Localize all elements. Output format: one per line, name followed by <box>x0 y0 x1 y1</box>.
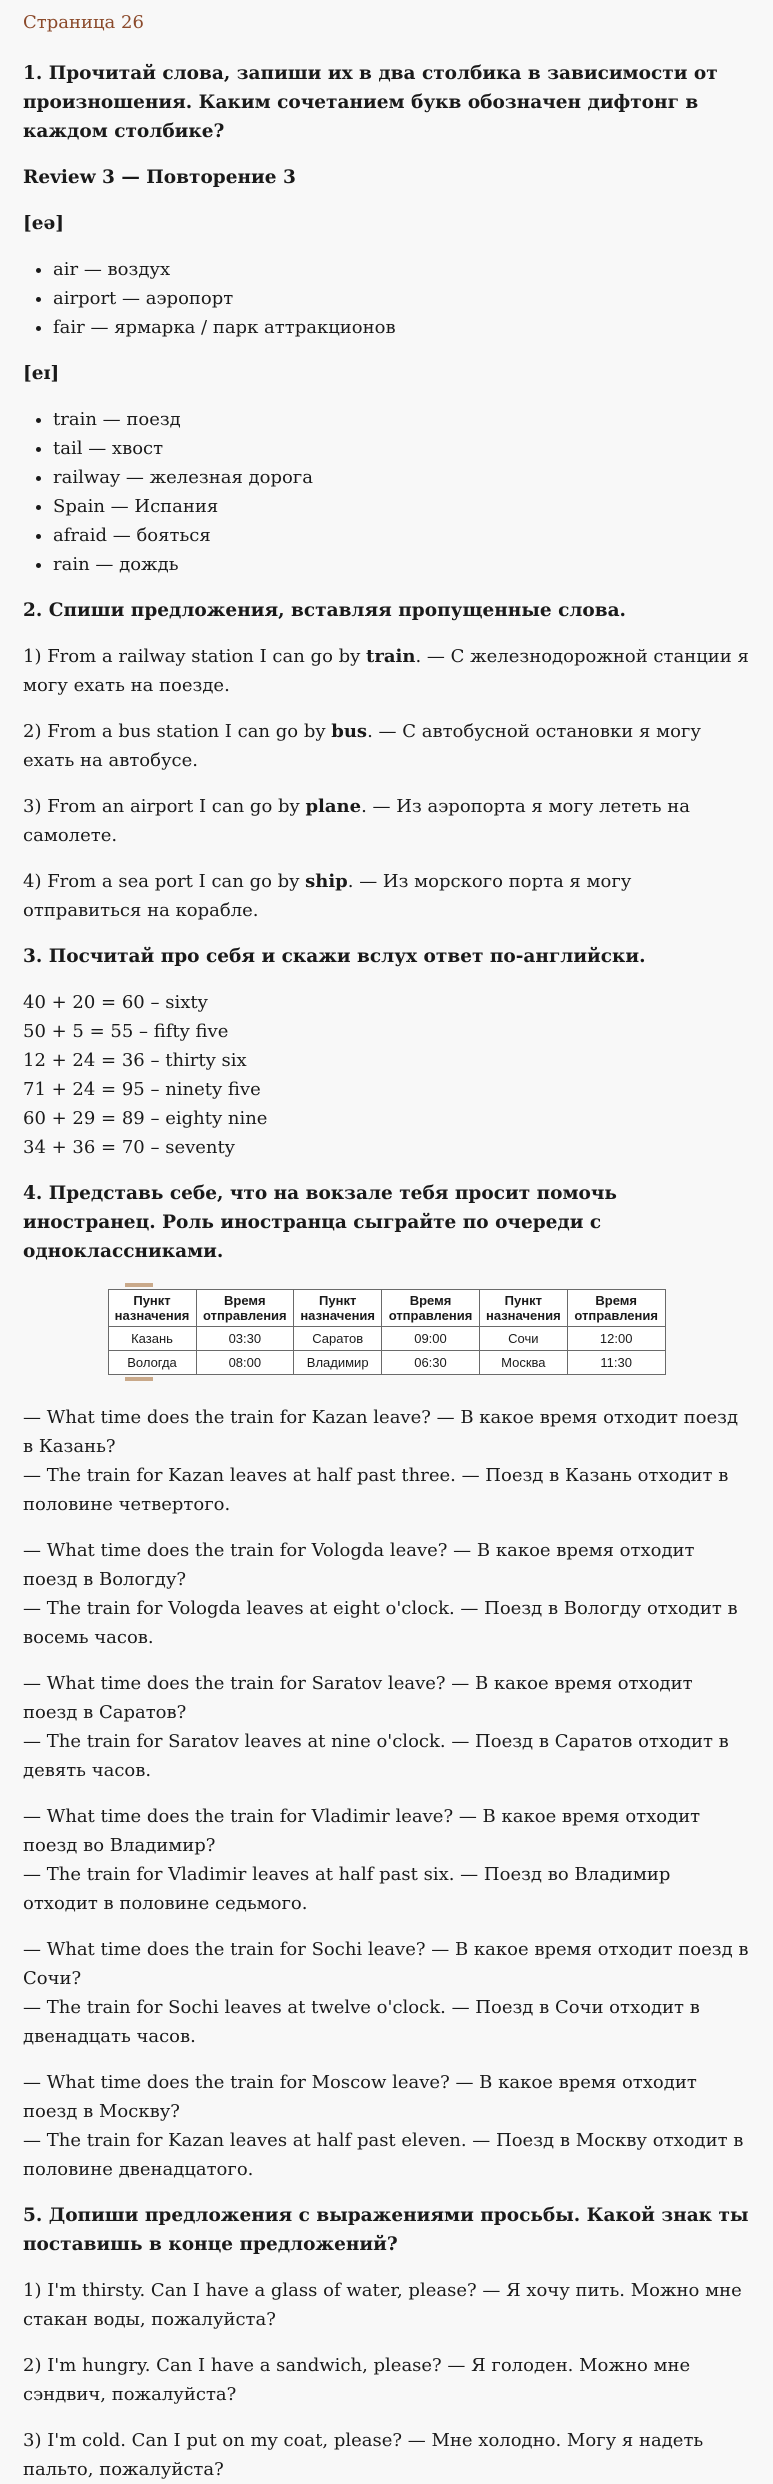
table-cell: 12:00 <box>567 1327 665 1351</box>
sentence-translation: . — С железнодорожной станции я могу ехать на поезде. <box>23 646 749 696</box>
diphthong-ei-label: [eɪ] <box>23 363 60 384</box>
review-heading: Review 3 — Повторение 3 <box>23 167 296 188</box>
table-cell: 06:30 <box>382 1351 480 1375</box>
math-line: 40 + 20 = 60 – sixty <box>23 992 208 1013</box>
table-cell: 08:00 <box>196 1351 294 1375</box>
dialog-question: — What time does the train for Moscow leave? — В какое время отходит поезд в Москву? <box>23 2072 697 2122</box>
page-number-link[interactable]: Страница 26 <box>23 12 144 33</box>
dialog-block <box>23 1536 750 1652</box>
list-item: • tail — хвост <box>53 434 750 463</box>
table-cell: Сочи <box>479 1327 567 1351</box>
table-row <box>108 1351 665 1375</box>
table-cell: Москва <box>479 1351 567 1375</box>
dialog-question: — What time does the train for Saratov leave? — В какое время отходит поезд в Саратов? <box>23 1673 693 1723</box>
list-item: • airport — аэропорт <box>53 284 750 313</box>
column-header: Пункт назначения <box>479 1290 567 1327</box>
sentence-translation: . — С автобусной остановки я могу ехать на автобусе. <box>23 721 701 771</box>
dialog-question: — What time does the train for Vladimir leave? — В какое время отходит поезд во Владимир? <box>23 1806 701 1856</box>
list-item: • train — поезд <box>53 405 750 434</box>
answer-word: train <box>366 646 416 667</box>
list-item: • afraid — бояться <box>53 521 750 550</box>
table-cell: 09:00 <box>382 1327 480 1351</box>
answer-word: plane <box>305 796 362 817</box>
dialog-answer: — The train for Saratov leaves at nine o'clock. — Поезд в Саратов отходит в девять часов. <box>23 1731 729 1781</box>
sentence-text: 1) From a railway station I can go by <box>23 646 367 667</box>
sentence-translation: . — Из аэропорта я могу лететь на самолете. <box>23 796 690 846</box>
train-timetable <box>108 1289 666 1375</box>
math-line: 34 + 36 = 70 – seventy <box>23 1137 235 1158</box>
sentence-translation: . — Из морского порта я могу отправиться на корабле. <box>23 871 632 921</box>
column-header: Пункт назначения <box>108 1290 196 1327</box>
column-header: Время отправления <box>196 1290 294 1327</box>
list-item: • air — воздух <box>53 255 750 284</box>
diphthong-ea-list <box>23 255 750 342</box>
table-cell: Владимир <box>294 1351 382 1375</box>
task2-sentence <box>23 867 750 925</box>
math-line: 60 + 29 = 89 – eighty nine <box>23 1108 268 1129</box>
dialog-block <box>23 1669 750 1785</box>
dialog-block <box>23 1935 750 2051</box>
dialog-answer: — The train for Sochi leaves at twelve o'clock. — Поезд в Сочи отходит в двенадцать часов. <box>23 1997 700 2047</box>
task5-sentence: 3) I'm cold. Can I put on my coat, please? — Мне холодно. Могу я надеть пальто, пожалуйста? <box>23 2430 704 2480</box>
task3-heading: 3. Посчитай про себя и скажи вслух ответ по-английски. <box>23 946 646 967</box>
task5-heading: 5. Допиши предложения с выражениями просьбы. Какой знак ты поставишь в конце предложений? <box>23 2205 749 2255</box>
task4-heading: 4. Представь себе, что на вокзале тебя просит помочь иностранец. Роль иностранца сыграйте по очереди с одноклассниками. <box>23 1183 617 1262</box>
dialog-answer: — The train for Kazan leaves at half past three. — Поезд в Казань отходит в половине четвертого. <box>23 1465 729 1515</box>
list-item: • Spain — Испания <box>53 492 750 521</box>
dialog-answer: — The train for Kazan leaves at half past eleven. — Поезд в Москву отходит в половине двенадцатого. <box>23 2130 744 2180</box>
table-header-row <box>108 1290 665 1327</box>
table-cell: 03:30 <box>196 1327 294 1351</box>
math-line: 12 + 24 = 36 – thirty six <box>23 1050 247 1071</box>
decorative-tab <box>125 1377 153 1381</box>
dialog-block <box>23 2068 750 2184</box>
timetable-image <box>108 1283 666 1381</box>
task2-sentence <box>23 717 750 775</box>
column-header: Время отправления <box>567 1290 665 1327</box>
table-cell: Вологда <box>108 1351 196 1375</box>
list-item: • rain — дождь <box>53 550 750 579</box>
math-line: 50 + 5 = 55 – fifty five <box>23 1021 229 1042</box>
list-item: • railway — железная дорога <box>53 463 750 492</box>
task1-heading: 1. Прочитай слова, запиши их в два столбика в зависимости от произношения. Каким сочетанием букв обозначен дифтонг в каждом столбике? <box>23 63 718 142</box>
table-cell: Саратов <box>294 1327 382 1351</box>
table-cell: Казань <box>108 1327 196 1351</box>
dialog-question: — What time does the train for Kazan leave? — В какое время отходит поезд в Казань? <box>23 1407 739 1457</box>
answer-word: bus <box>331 721 368 742</box>
dialog-block <box>23 1403 750 1519</box>
task5-sentence: 2) I'm hungry. Can I have a sandwich, please? — Я голоден. Можно мне сэндвич, пожалуйста? <box>23 2355 691 2405</box>
dialog-answer: — The train for Vladimir leaves at half past six. — Поезд во Владимир отходит в половине седьмого. <box>23 1864 671 1914</box>
dialog-question: — What time does the train for Sochi leave? — В какое время отходит поезд в Сочи? <box>23 1939 749 1989</box>
sentence-text: 3) From an airport I can go by <box>23 796 306 817</box>
answer-word: ship <box>305 871 348 892</box>
dialog-block <box>23 1802 750 1918</box>
sentence-text: 4) From a sea port I can go by <box>23 871 306 892</box>
table-cell: 11:30 <box>567 1351 665 1375</box>
list-item: • fair — ярмарка / парк аттракционов <box>53 313 750 342</box>
column-header: Пункт назначения <box>294 1290 382 1327</box>
dialog-question: — What time does the train for Vologda leave? — В какое время отходит поезд в Вологду? <box>23 1540 695 1590</box>
task2-sentence <box>23 792 750 850</box>
diphthong-ea-label: [eə] <box>23 213 65 234</box>
task5-sentence: 1) I'm thirsty. Can I have a glass of water, please? — Я хочу пить. Можно мне стакан воды, пожалуйста? <box>23 2280 742 2330</box>
diphthong-ei-list <box>23 405 750 579</box>
column-header: Время отправления <box>382 1290 480 1327</box>
table-row <box>108 1327 665 1351</box>
task2-sentence <box>23 642 750 700</box>
math-line: 71 + 24 = 95 – ninety five <box>23 1079 261 1100</box>
task2-heading: 2. Спиши предложения, вставляя пропущенные слова. <box>23 600 627 621</box>
sentence-text: 2) From a bus station I can go by <box>23 721 332 742</box>
decorative-tab <box>125 1283 153 1287</box>
math-answers <box>23 988 750 1162</box>
dialog-answer: — The train for Vologda leaves at eight o'clock. — Поезд в Вологду отходит в восемь часов. <box>23 1598 738 1648</box>
